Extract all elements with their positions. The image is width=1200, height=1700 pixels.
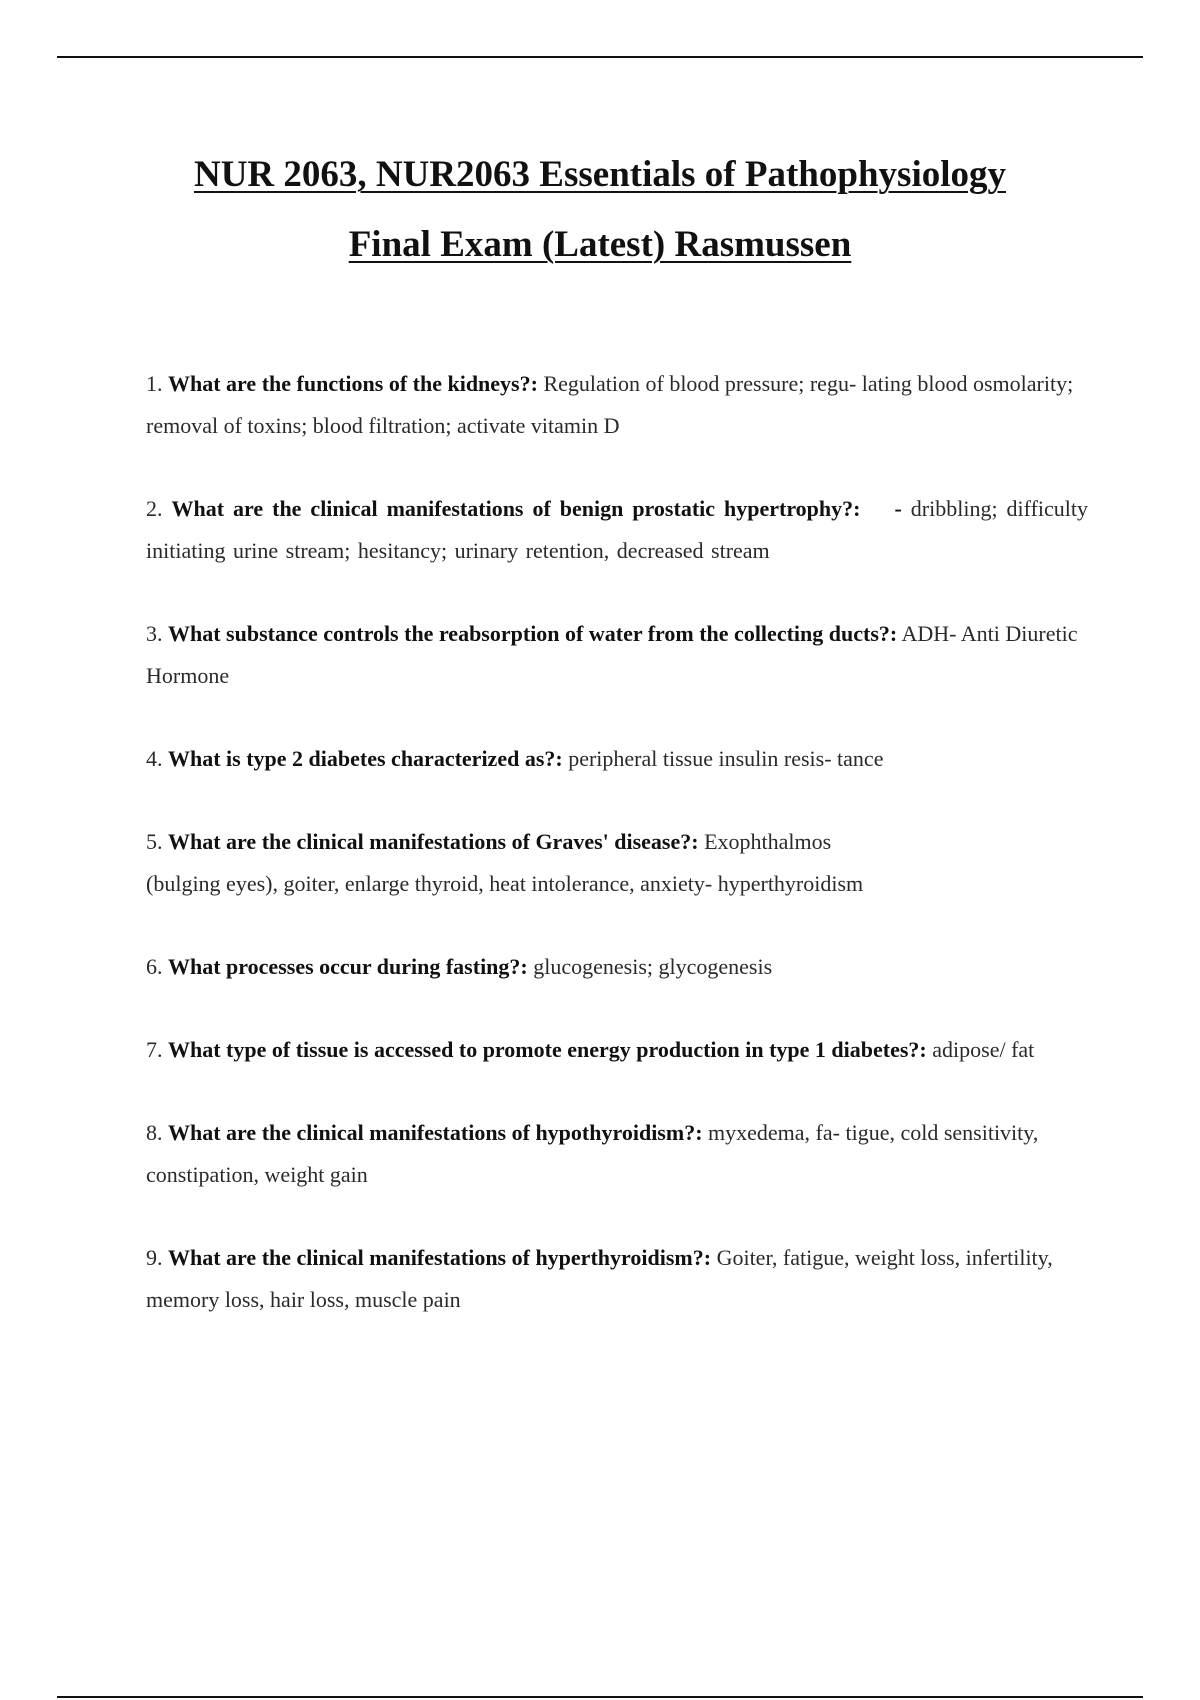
answer-dash: - — [894, 496, 902, 521]
question-text: What are the clinical manifestations of Graves' disease?: — [168, 829, 699, 854]
qa-item-8 — [146, 1112, 1088, 1196]
question-text: What are the clinical manifestations of hypothyroidism?: — [168, 1120, 703, 1145]
answer-text: dribbling; difficulty initiating urine stream; hesitancy; urinary retention, decreased stream — [146, 496, 1089, 563]
item-number: 7. — [146, 1037, 168, 1062]
question-text: What are the clinical manifestations of hyperthyroidism?: — [168, 1245, 712, 1270]
question-list — [146, 363, 1088, 1362]
answer-text: myxedema, fa- tigue, cold sensitivity, constipation, weight gain — [146, 1120, 1039, 1187]
answer-text: Goiter, fatigue, weight loss, infertility, memory loss, hair loss, muscle pain — [146, 1245, 1053, 1312]
answer-text: Regulation of blood pressure; regu- lating blood osmolarity; removal of toxins; blood filtration; activate vitamin D — [146, 371, 1074, 438]
question-text: What substance controls the reabsorption of water from the collecting ducts?: — [168, 621, 898, 646]
answer-text-continued: (bulging eyes), goiter, enlarge thyroid, heat intolerance, anxiety- hyperthyroidism — [146, 871, 864, 896]
qa-item-6 — [146, 946, 1088, 988]
question-text: What are the clinical manifestations of benign prostatic hypertrophy?: — [171, 496, 861, 521]
item-number: 6. — [146, 954, 168, 979]
question-text: What are the functions of the kidneys?: — [168, 371, 538, 396]
answer-text: ADH- Anti Diuretic Hormone — [146, 621, 1078, 688]
answer-text: glucogenesis; glycogenesis — [527, 954, 773, 979]
item-number: 5. — [146, 829, 168, 854]
qa-item-2 — [146, 488, 1088, 572]
item-number: 8. — [146, 1120, 168, 1145]
top-rule — [57, 56, 1143, 58]
qa-item-3 — [146, 613, 1088, 697]
title-line-1: NUR 2063, NUR2063 Essentials of Pathophysiology — [193, 154, 1006, 195]
qa-item-1 — [146, 363, 1088, 447]
title-line-2: Final Exam (Latest) Rasmussen — [348, 224, 852, 265]
qa-item-4 — [146, 738, 1088, 780]
qa-item-5 — [146, 821, 1088, 905]
qa-item-7 — [146, 1029, 1088, 1071]
question-text: What type of tissue is accessed to promote energy production in type 1 diabetes?: — [168, 1037, 927, 1062]
question-text: What is type 2 diabetes characterized as?: — [168, 746, 563, 771]
item-number: 9. — [146, 1245, 168, 1270]
qa-item-9 — [146, 1237, 1088, 1321]
item-number: 2. — [146, 496, 172, 521]
answer-text: adipose/ fat — [926, 1037, 1035, 1062]
answer-text: peripheral tissue insulin resis- tance — [562, 746, 884, 771]
document-title — [0, 140, 1200, 280]
bottom-rule — [57, 1696, 1143, 1698]
item-number: 4. — [146, 746, 168, 771]
question-text: What processes occur during fasting?: — [168, 954, 528, 979]
answer-text: Exophthalmos — [698, 829, 832, 854]
item-number: 3. — [146, 621, 168, 646]
item-number: 1. — [146, 371, 168, 396]
